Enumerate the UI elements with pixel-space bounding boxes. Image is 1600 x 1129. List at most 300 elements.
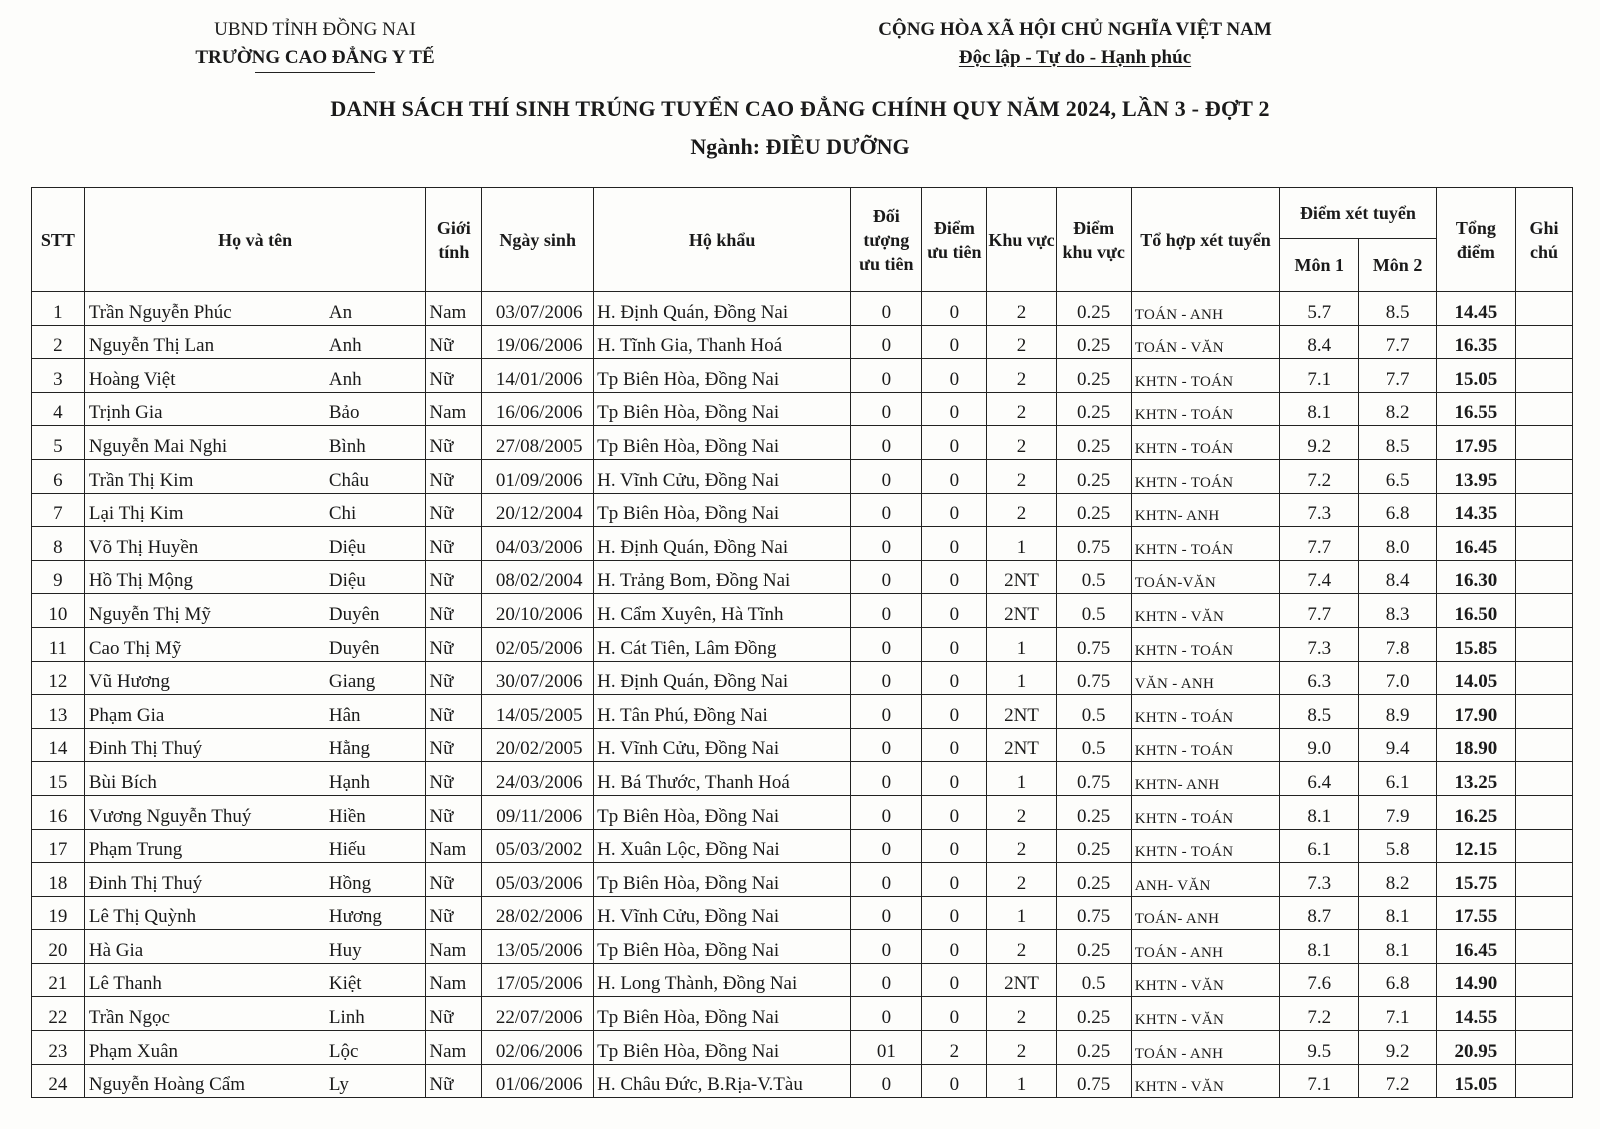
- first-name: Hương: [328, 906, 382, 928]
- region-cell: 2NT: [987, 560, 1056, 594]
- table-row: [32, 1064, 1573, 1098]
- last-middle-name: Nguyễn Hoàng Cẩm: [88, 1074, 246, 1096]
- subject-1-cell: 8.1: [1280, 392, 1359, 426]
- region-cell: 2: [987, 997, 1056, 1031]
- note-cell: [1515, 426, 1572, 460]
- gender-cell: Nữ: [426, 627, 482, 661]
- issuer-header: [150, 16, 480, 73]
- hometown-cell: H. Châu Đức, B.Rịa-V.Tàu: [594, 1064, 851, 1098]
- priority-object-cell: 0: [851, 527, 922, 561]
- stt-cell: 16: [32, 795, 85, 829]
- first-name: Huy: [328, 939, 362, 961]
- gender-cell: Nữ: [426, 661, 482, 695]
- table-row: [32, 829, 1573, 863]
- hometown-cell: H. Định Quán, Đồng Nai: [594, 527, 851, 561]
- note-cell: [1515, 493, 1572, 527]
- col-note: Ghi chú: [1515, 188, 1572, 292]
- first-name: Linh: [328, 1007, 365, 1029]
- subject-2-cell: 8.5: [1359, 426, 1436, 460]
- total-cell: 14.05: [1436, 661, 1515, 695]
- dob-cell: 20/02/2005: [482, 728, 594, 762]
- dob-cell: 17/05/2006: [482, 963, 594, 997]
- stt-cell: 24: [32, 1064, 85, 1098]
- subject-1-cell: 7.1: [1280, 1064, 1359, 1098]
- name-cell: [84, 459, 426, 493]
- priority-object-cell: 0: [851, 661, 922, 695]
- subject-1-cell: 7.1: [1280, 359, 1359, 393]
- priority-object-cell: 0: [851, 493, 922, 527]
- total-cell: 16.45: [1436, 930, 1515, 964]
- dob-cell: 04/03/2006: [482, 527, 594, 561]
- first-name: Hồng: [328, 872, 372, 894]
- combination-cell: TOÁN - ANH: [1131, 930, 1279, 964]
- last-middle-name: Trịnh Gia: [88, 402, 163, 424]
- name-cell: [84, 863, 426, 897]
- dob-cell: 09/11/2006: [482, 795, 594, 829]
- region-cell: 2NT: [987, 728, 1056, 762]
- subject-1-cell: 8.4: [1280, 325, 1359, 359]
- stt-cell: 15: [32, 762, 85, 796]
- note-cell: [1515, 1064, 1572, 1098]
- subject-1-cell: 6.1: [1280, 829, 1359, 863]
- region-cell: 2: [987, 325, 1056, 359]
- priority-object-cell: 0: [851, 863, 922, 897]
- subject-2-cell: 8.5: [1359, 292, 1436, 326]
- priority-object-cell: 0: [851, 325, 922, 359]
- note-cell: [1515, 392, 1572, 426]
- issuer-school: TRƯỜNG CAO ĐẲNG Y TẾ: [195, 47, 435, 68]
- subject-2-cell: 8.9: [1359, 695, 1436, 729]
- subject-2-cell: 7.8: [1359, 627, 1436, 661]
- last-middle-name: Hoàng Việt: [88, 368, 176, 390]
- combination-cell: KHTN - TOÁN: [1131, 728, 1279, 762]
- region-cell: 2: [987, 863, 1056, 897]
- gender-cell: Nữ: [426, 1064, 482, 1098]
- subject-2-cell: 8.2: [1359, 863, 1436, 897]
- region-score-cell: 0.5: [1056, 695, 1131, 729]
- last-middle-name: Cao Thị Mỹ: [88, 637, 182, 659]
- total-cell: 20.95: [1436, 1031, 1515, 1065]
- dob-cell: 19/06/2006: [482, 325, 594, 359]
- stt-cell: 7: [32, 493, 85, 527]
- dob-cell: 05/03/2006: [482, 863, 594, 897]
- first-name: Chi: [328, 503, 357, 525]
- note-cell: [1515, 695, 1572, 729]
- hometown-cell: Tp Biên Hòa, Đồng Nai: [594, 426, 851, 460]
- note-cell: [1515, 527, 1572, 561]
- note-cell: [1515, 459, 1572, 493]
- hometown-cell: H. Vĩnh Cửu, Đồng Nai: [594, 728, 851, 762]
- note-cell: [1515, 359, 1572, 393]
- region-score-cell: 0.5: [1056, 728, 1131, 762]
- dob-cell: 14/01/2006: [482, 359, 594, 393]
- table-row: [32, 493, 1573, 527]
- dob-cell: 16/06/2006: [482, 392, 594, 426]
- priority-object-cell: 0: [851, 728, 922, 762]
- last-middle-name: Bùi Bích: [88, 771, 157, 793]
- first-name: Châu: [328, 469, 369, 491]
- subject-2-cell: 6.8: [1359, 493, 1436, 527]
- subject-1-cell: 7.7: [1280, 594, 1359, 628]
- dob-cell: 28/02/2006: [482, 896, 594, 930]
- gender-cell: Nam: [426, 963, 482, 997]
- table-body: [32, 292, 1573, 1098]
- priority-score-cell: 0: [922, 325, 987, 359]
- hometown-cell: H. Bá Thước, Thanh Hoá: [594, 762, 851, 796]
- last-middle-name: Đinh Thị Thuý: [88, 872, 203, 894]
- note-cell: [1515, 661, 1572, 695]
- name-cell: [84, 1064, 426, 1098]
- subject-2-cell: 8.3: [1359, 594, 1436, 628]
- subject-2-cell: 6.5: [1359, 459, 1436, 493]
- gender-cell: Nữ: [426, 493, 482, 527]
- combination-cell: ANH- VĂN: [1131, 863, 1279, 897]
- priority-object-cell: 0: [851, 392, 922, 426]
- note-cell: [1515, 863, 1572, 897]
- gender-cell: Nữ: [426, 594, 482, 628]
- col-priority-score: Điểm ưu tiên: [922, 188, 987, 292]
- col-combination: Tổ hợp xét tuyển: [1131, 188, 1279, 292]
- hometown-cell: H. Trảng Bom, Đồng Nai: [594, 560, 851, 594]
- first-name: Bình: [328, 435, 366, 457]
- table-row: [32, 527, 1573, 561]
- table-row: [32, 661, 1573, 695]
- note-cell: [1515, 762, 1572, 796]
- combination-cell: TOÁN- ANH: [1131, 896, 1279, 930]
- priority-score-cell: 0: [922, 695, 987, 729]
- priority-object-cell: 0: [851, 359, 922, 393]
- priority-object-cell: 0: [851, 829, 922, 863]
- first-name: Duyên: [328, 637, 380, 659]
- col-gender: Giới tính: [426, 188, 482, 292]
- col-subject-2: Môn 2: [1359, 239, 1436, 292]
- name-cell: [84, 527, 426, 561]
- priority-score-cell: 0: [922, 997, 987, 1031]
- combination-cell: KHTN - VĂN: [1131, 963, 1279, 997]
- subject-2-cell: 6.1: [1359, 762, 1436, 796]
- total-cell: 15.05: [1436, 359, 1515, 393]
- stt-cell: 12: [32, 661, 85, 695]
- region-cell: 2: [987, 392, 1056, 426]
- hometown-cell: H. Định Quán, Đồng Nai: [594, 661, 851, 695]
- total-cell: 15.85: [1436, 627, 1515, 661]
- dob-cell: 02/05/2006: [482, 627, 594, 661]
- combination-cell: KHTN - TOÁN: [1131, 527, 1279, 561]
- region-score-cell: 0.25: [1056, 1031, 1131, 1065]
- table-row: [32, 997, 1573, 1031]
- combination-cell: KHTN - TOÁN: [1131, 627, 1279, 661]
- total-cell: 17.95: [1436, 426, 1515, 460]
- region-score-cell: 0.5: [1056, 594, 1131, 628]
- name-cell: [84, 1031, 426, 1065]
- stt-cell: 20: [32, 930, 85, 964]
- region-score-cell: 0.75: [1056, 627, 1131, 661]
- note-cell: [1515, 325, 1572, 359]
- table-row: [32, 963, 1573, 997]
- gender-cell: Nam: [426, 1031, 482, 1065]
- header-row: [32, 188, 1573, 239]
- hometown-cell: Tp Biên Hòa, Đồng Nai: [594, 359, 851, 393]
- total-cell: 18.90: [1436, 728, 1515, 762]
- subject-2-cell: 8.1: [1359, 896, 1436, 930]
- first-name: Hạnh: [328, 771, 370, 793]
- name-cell: [84, 829, 426, 863]
- first-name: Anh: [328, 335, 362, 357]
- dob-cell: 20/10/2006: [482, 594, 594, 628]
- note-cell: [1515, 594, 1572, 628]
- priority-score-cell: 0: [922, 594, 987, 628]
- dob-cell: 22/07/2006: [482, 997, 594, 1031]
- hometown-cell: H. Long Thành, Đồng Nai: [594, 963, 851, 997]
- last-middle-name: Phạm Gia: [88, 704, 165, 726]
- combination-cell: KHTN - TOÁN: [1131, 829, 1279, 863]
- region-score-cell: 0.25: [1056, 459, 1131, 493]
- gender-cell: Nữ: [426, 896, 482, 930]
- region-score-cell: 0.25: [1056, 795, 1131, 829]
- table-row: [32, 426, 1573, 460]
- region-cell: 2NT: [987, 695, 1056, 729]
- admission-table: [31, 187, 1573, 1098]
- total-cell: 12.15: [1436, 829, 1515, 863]
- gender-cell: Nữ: [426, 560, 482, 594]
- note-cell: [1515, 795, 1572, 829]
- region-cell: 1: [987, 661, 1056, 695]
- subject-2-cell: 9.2: [1359, 1031, 1436, 1065]
- priority-score-cell: 0: [922, 527, 987, 561]
- combination-cell: KHTN - TOÁN: [1131, 359, 1279, 393]
- first-name: Anh: [328, 368, 362, 390]
- subject-2-cell: 8.1: [1359, 930, 1436, 964]
- hometown-cell: Tp Biên Hòa, Đồng Nai: [594, 1031, 851, 1065]
- first-name: Hân: [328, 704, 361, 726]
- gender-cell: Nữ: [426, 426, 482, 460]
- combination-cell: TOÁN - ANH: [1131, 1031, 1279, 1065]
- total-cell: 16.30: [1436, 560, 1515, 594]
- hometown-cell: Tp Biên Hòa, Đồng Nai: [594, 392, 851, 426]
- first-name: Giang: [328, 671, 376, 693]
- national-header: [840, 16, 1310, 72]
- priority-score-cell: 0: [922, 930, 987, 964]
- table-row: [32, 695, 1573, 729]
- region-cell: 2NT: [987, 594, 1056, 628]
- region-cell: 1: [987, 527, 1056, 561]
- table-row: [32, 896, 1573, 930]
- dob-cell: 01/09/2006: [482, 459, 594, 493]
- gender-cell: Nam: [426, 392, 482, 426]
- last-middle-name: Lại Thị Kim: [88, 503, 184, 525]
- last-middle-name: Trần Ngọc: [88, 1007, 170, 1029]
- subject-1-cell: 9.2: [1280, 426, 1359, 460]
- gender-cell: Nữ: [426, 997, 482, 1031]
- hometown-cell: H. Vĩnh Cửu, Đồng Nai: [594, 459, 851, 493]
- priority-score-cell: 0: [922, 661, 987, 695]
- table-row: [32, 325, 1573, 359]
- table-row: [32, 930, 1573, 964]
- subject-2-cell: 7.7: [1359, 325, 1436, 359]
- stt-cell: 3: [32, 359, 85, 393]
- priority-score-cell: 0: [922, 359, 987, 393]
- document-title: DANH SÁCH THÍ SINH TRÚNG TUYỂN CAO ĐẲNG CHÍNH QUY NĂM 2024, LẦN 3 - ĐỢT 2: [330, 96, 1270, 121]
- subject-1-cell: 5.7: [1280, 292, 1359, 326]
- priority-object-cell: 0: [851, 997, 922, 1031]
- col-dob: Ngày sinh: [482, 188, 594, 292]
- col-hometown: Hộ khẩu: [594, 188, 851, 292]
- table-row: [32, 1031, 1573, 1065]
- subject-2-cell: 8.4: [1359, 560, 1436, 594]
- priority-score-cell: 0: [922, 1064, 987, 1098]
- subject-2-cell: 7.9: [1359, 795, 1436, 829]
- stt-cell: 14: [32, 728, 85, 762]
- priority-score-cell: 0: [922, 863, 987, 897]
- name-cell: [84, 392, 426, 426]
- subject-1-cell: 7.2: [1280, 459, 1359, 493]
- region-cell: 2: [987, 426, 1056, 460]
- national-motto: Độc lập - Tự do - Hạnh phúc: [958, 47, 1192, 68]
- stt-cell: 8: [32, 527, 85, 561]
- table-row: [32, 627, 1573, 661]
- region-cell: 2: [987, 459, 1056, 493]
- name-cell: [84, 997, 426, 1031]
- priority-object-cell: 0: [851, 795, 922, 829]
- region-cell: 1: [987, 1064, 1056, 1098]
- first-name: Kiệt: [328, 973, 362, 995]
- col-total: Tổng điểm: [1436, 188, 1515, 292]
- priority-score-cell: 0: [922, 459, 987, 493]
- dob-cell: 03/07/2006: [482, 292, 594, 326]
- total-cell: 16.25: [1436, 795, 1515, 829]
- name-cell: [84, 930, 426, 964]
- name-cell: [84, 661, 426, 695]
- region-score-cell: 0.25: [1056, 930, 1131, 964]
- stt-cell: 11: [32, 627, 85, 661]
- note-cell: [1515, 1031, 1572, 1065]
- name-cell: [84, 292, 426, 326]
- priority-score-cell: 0: [922, 560, 987, 594]
- hometown-cell: Tp Biên Hòa, Đồng Nai: [594, 795, 851, 829]
- combination-cell: KHTN - TOÁN: [1131, 426, 1279, 460]
- first-name: Lộc: [328, 1040, 359, 1062]
- subject-1-cell: 7.3: [1280, 493, 1359, 527]
- region-score-cell: 0.25: [1056, 325, 1131, 359]
- gender-cell: Nữ: [426, 795, 482, 829]
- region-cell: 2: [987, 829, 1056, 863]
- region-cell: 2: [987, 493, 1056, 527]
- gender-cell: Nữ: [426, 728, 482, 762]
- total-cell: 16.55: [1436, 392, 1515, 426]
- priority-score-cell: 0: [922, 392, 987, 426]
- last-middle-name: Nguyễn Thị Lan: [88, 335, 215, 357]
- total-cell: 14.45: [1436, 292, 1515, 326]
- region-cell: 2: [987, 359, 1056, 393]
- table-row: [32, 762, 1573, 796]
- subject-1-cell: 6.4: [1280, 762, 1359, 796]
- subject-1-cell: 8.5: [1280, 695, 1359, 729]
- stt-cell: 23: [32, 1031, 85, 1065]
- region-score-cell: 0.5: [1056, 963, 1131, 997]
- note-cell: [1515, 963, 1572, 997]
- priority-object-cell: 0: [851, 1064, 922, 1098]
- note-cell: [1515, 896, 1572, 930]
- combination-cell: TOÁN - ANH: [1131, 292, 1279, 326]
- region-score-cell: 0.75: [1056, 1064, 1131, 1098]
- priority-object-cell: 0: [851, 930, 922, 964]
- gender-cell: Nữ: [426, 459, 482, 493]
- priority-object-cell: 01: [851, 1031, 922, 1065]
- combination-cell: KHTN - TOÁN: [1131, 795, 1279, 829]
- subject-2-cell: 9.4: [1359, 728, 1436, 762]
- dob-cell: 08/02/2004: [482, 560, 594, 594]
- gender-cell: Nữ: [426, 359, 482, 393]
- stt-cell: 2: [32, 325, 85, 359]
- subject-1-cell: 7.4: [1280, 560, 1359, 594]
- region-cell: 1: [987, 627, 1056, 661]
- last-middle-name: Lê Thị Quỳnh: [88, 906, 197, 928]
- gender-cell: Nữ: [426, 863, 482, 897]
- dob-cell: 05/03/2002: [482, 829, 594, 863]
- priority-score-cell: 0: [922, 292, 987, 326]
- priority-object-cell: 0: [851, 695, 922, 729]
- region-score-cell: 0.25: [1056, 292, 1131, 326]
- stt-cell: 18: [32, 863, 85, 897]
- priority-score-cell: 0: [922, 795, 987, 829]
- last-middle-name: Võ Thị Huyền: [88, 536, 199, 558]
- subject-1-cell: 7.2: [1280, 997, 1359, 1031]
- priority-score-cell: 0: [922, 762, 987, 796]
- priority-object-cell: 0: [851, 594, 922, 628]
- dob-cell: 02/06/2006: [482, 1031, 594, 1065]
- col-region-score: Điểm khu vực: [1056, 188, 1131, 292]
- priority-score-cell: 0: [922, 829, 987, 863]
- hometown-cell: Tp Biên Hòa, Đồng Nai: [594, 930, 851, 964]
- subject-1-cell: 8.7: [1280, 896, 1359, 930]
- note-cell: [1515, 627, 1572, 661]
- gender-cell: Nữ: [426, 527, 482, 561]
- last-middle-name: Đinh Thị Thuý: [88, 738, 203, 760]
- region-cell: 2: [987, 1031, 1056, 1065]
- gender-cell: Nam: [426, 930, 482, 964]
- region-score-cell: 0.75: [1056, 661, 1131, 695]
- total-cell: 15.75: [1436, 863, 1515, 897]
- subject-2-cell: 8.2: [1359, 392, 1436, 426]
- name-cell: [84, 695, 426, 729]
- total-cell: 15.05: [1436, 1064, 1515, 1098]
- last-middle-name: Vũ Hương: [88, 671, 170, 693]
- first-name: Duyên: [328, 603, 380, 625]
- stt-cell: 19: [32, 896, 85, 930]
- last-middle-name: Phạm Trung: [88, 839, 183, 861]
- subject-2-cell: 7.1: [1359, 997, 1436, 1031]
- stt-cell: 21: [32, 963, 85, 997]
- total-cell: 16.45: [1436, 527, 1515, 561]
- stt-cell: 1: [32, 292, 85, 326]
- hometown-cell: Tp Biên Hòa, Đồng Nai: [594, 493, 851, 527]
- first-name: Hằng: [328, 738, 370, 760]
- name-cell: [84, 325, 426, 359]
- subject-2-cell: 8.0: [1359, 527, 1436, 561]
- stt-cell: 22: [32, 997, 85, 1031]
- priority-score-cell: 0: [922, 896, 987, 930]
- subject-1-cell: 7.7: [1280, 527, 1359, 561]
- priority-object-cell: 0: [851, 627, 922, 661]
- table-row: [32, 392, 1573, 426]
- hometown-cell: H. Vĩnh Cửu, Đồng Nai: [594, 896, 851, 930]
- name-cell: [84, 426, 426, 460]
- col-stt: STT: [32, 188, 85, 292]
- dob-cell: 27/08/2005: [482, 426, 594, 460]
- col-region: Khu vực: [987, 188, 1056, 292]
- priority-score-cell: 0: [922, 493, 987, 527]
- total-cell: 17.55: [1436, 896, 1515, 930]
